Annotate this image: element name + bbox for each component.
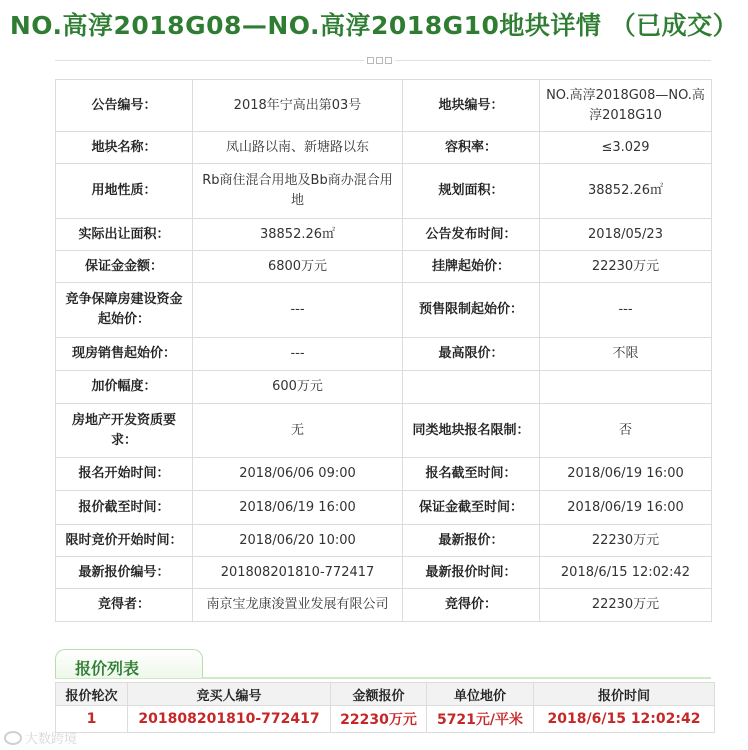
bidder-id-cell: 201808201810-772417 (128, 706, 331, 733)
info-label: 报价截至时间： (56, 491, 193, 525)
info-value: ≤3.029 (540, 132, 712, 164)
info-value: 600万元 (193, 371, 403, 404)
info-row (56, 525, 712, 557)
info-row (56, 458, 712, 491)
info-label: 最新报价编号： (56, 557, 193, 589)
watermark-logo-icon (4, 731, 22, 745)
info-value: --- (540, 283, 712, 338)
bid-list-table (55, 682, 715, 733)
info-label: 同类地块报名限制： (403, 404, 540, 458)
info-value: 6800万元 (193, 251, 403, 283)
column-header: 报价时间 (534, 683, 715, 706)
info-row (56, 371, 712, 404)
info-label: 实际出让面积： (56, 219, 193, 251)
watermark (4, 728, 77, 747)
info-value: 2018/06/19 16:00 (193, 491, 403, 525)
info-value: 2018/06/06 09:00 (193, 458, 403, 491)
info-row (56, 338, 712, 371)
table-row (56, 706, 715, 733)
column-header: 金额报价 (331, 683, 427, 706)
info-value: 2018/06/19 16:00 (540, 491, 712, 525)
info-value: 否 (540, 404, 712, 458)
info-label: 保证金金额： (56, 251, 193, 283)
bid-amount-cell: 22230万元 (331, 706, 427, 733)
bid-list-tabbar (55, 649, 711, 679)
info-value: 2018/05/23 (540, 219, 712, 251)
info-value: NO.高淳2018G08—NO.高淳2018G10 (540, 80, 712, 132)
tab-bid-list-label: 报价列表 (75, 659, 140, 678)
bid-table-header (56, 683, 715, 706)
info-label: 竞争保障房建设资金起始价： (56, 283, 193, 338)
info-label: 保证金截至时间： (403, 491, 540, 525)
info-label: 最新报价： (403, 525, 540, 557)
info-value: 2018年宁高出第03号 (193, 80, 403, 132)
info-value: 22230万元 (540, 525, 712, 557)
info-value: 38852.26㎡ (540, 164, 712, 219)
info-value: Rb商住混合用地及Bb商办混合用地 (193, 164, 403, 219)
info-label: 报名开始时间： (56, 458, 193, 491)
info-row (56, 589, 712, 622)
info-label: 规划面积： (403, 164, 540, 219)
bid-round-cell: 1 (56, 706, 128, 733)
info-value: 2018/6/15 12:02:42 (540, 557, 712, 589)
tab-bid-list[interactable] (55, 649, 203, 678)
info-label: 公告发布时间： (403, 219, 540, 251)
info-label: 现房销售起始价： (56, 338, 193, 371)
watermark-text: 大数跨境 (25, 732, 78, 747)
info-label: 房地产开发资质要求： (56, 404, 193, 458)
unit-price-cell: 5721元/平米 (427, 706, 534, 733)
bid-time-cell: 2018/6/15 12:02:42 (534, 706, 715, 733)
info-label: 最新报价时间： (403, 557, 540, 589)
info-value: 无 (193, 404, 403, 458)
info-value (540, 371, 712, 404)
info-label: 竞得价： (403, 589, 540, 622)
info-label: 竞得者： (56, 589, 193, 622)
winning-price-value: 22230万元 (540, 589, 712, 622)
info-label: 限时竞价开始时间： (56, 525, 193, 557)
info-row (56, 132, 712, 164)
info-label (403, 371, 540, 404)
divider-ornament (364, 55, 395, 65)
info-value: 凤山路以南、新塘路以东 (193, 132, 403, 164)
info-label: 加价幅度： (56, 371, 193, 404)
info-value: --- (193, 283, 403, 338)
info-row (56, 219, 712, 251)
info-row (56, 251, 712, 283)
start-price-value: 22230万元 (540, 251, 712, 283)
info-value: --- (193, 338, 403, 371)
info-label: 公告编号： (56, 80, 193, 132)
parcel-info-table (55, 79, 712, 622)
info-label: 预售限制起始价： (403, 283, 540, 338)
info-row (56, 491, 712, 525)
info-value: 38852.26㎡ (193, 219, 403, 251)
info-value: 201808201810-772417 (193, 557, 403, 589)
info-row (56, 80, 712, 132)
page-title: NO.高淳2018G08—NO.高淳2018G10地块详情 （已成交） (9, 11, 739, 40)
info-label: 地块名称： (56, 132, 193, 164)
column-header: 报价轮次 (56, 683, 128, 706)
info-value: 2018/06/20 10:00 (193, 525, 403, 557)
info-row (56, 283, 712, 338)
info-label: 容积率： (403, 132, 540, 164)
info-value: 不限 (540, 338, 712, 371)
info-value: 2018/06/19 16:00 (540, 458, 712, 491)
column-header: 竞买人编号 (128, 683, 331, 706)
info-row (56, 404, 712, 458)
info-label: 最高限价： (403, 338, 540, 371)
info-label: 用地性质： (56, 164, 193, 219)
info-row (56, 164, 712, 219)
winner-name-value: 南京宝龙康浚置业发展有限公司 (193, 589, 403, 622)
info-label: 挂牌起始价： (403, 251, 540, 283)
info-label: 地块编号： (403, 80, 540, 132)
info-row (56, 557, 712, 589)
info-label: 报名截至时间： (403, 458, 540, 491)
column-header: 单位地价 (427, 683, 534, 706)
